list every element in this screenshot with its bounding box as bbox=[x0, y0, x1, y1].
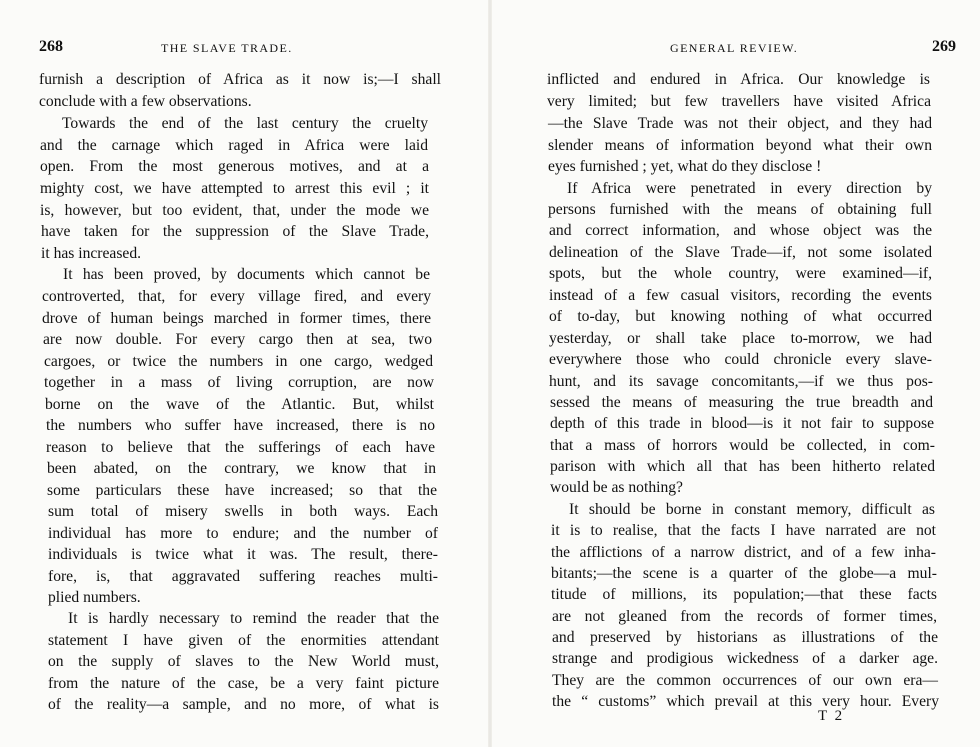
left-page-number: 268 bbox=[39, 38, 63, 55]
right-line: It should be borne in constant memory, difficult as bbox=[569, 501, 935, 518]
left-line: drove of human beings marched in former times, there bbox=[42, 310, 431, 327]
right-line: the “ customs” which prevail at this very hour. Every bbox=[552, 693, 939, 710]
right-line: parison with which all that has been hitherto related bbox=[550, 458, 935, 475]
right-line: very limited; but few travellers have visited Africa bbox=[547, 93, 931, 110]
right-line: would be as nothing? bbox=[550, 479, 683, 496]
left-line: is, however, but too evident, that, under the mode we bbox=[40, 202, 429, 219]
right-line: and correct information, and whose object was the bbox=[549, 222, 932, 239]
right-line: depth of this trade in blood—is it not fair to suppose bbox=[550, 415, 934, 432]
left-line: from the nature of the case, be a very faint picture bbox=[48, 675, 439, 692]
right-line: bitants;—the scene is a quarter of the globe—a mul- bbox=[551, 565, 937, 582]
left-line: individuals is twice what it was. The result, there- bbox=[48, 546, 438, 563]
right-line: it is to realise, that the facts I have narrated are not bbox=[551, 522, 936, 539]
right-line: everywhere those who could chronicle every slave- bbox=[549, 351, 932, 368]
right-line: eyes furnished ; yet, what do they disclose ! bbox=[548, 158, 822, 175]
right-line: that a mass of horrors would be collected, in com- bbox=[550, 437, 935, 454]
right-page-number: 269 bbox=[932, 38, 956, 55]
left-line: it has increased. bbox=[41, 245, 142, 262]
left-line: the numbers who suffer have increased, there is no bbox=[46, 417, 435, 434]
left-line: reason to believe that the sufferings of each have bbox=[46, 439, 435, 456]
left-line: of the reality—a sample, and no more, of what is bbox=[48, 696, 439, 713]
left-line: statement I have given of the enormities attendant bbox=[48, 632, 439, 649]
right-line: titude of millions, its population;—that these facts bbox=[551, 586, 937, 603]
left-line: open. From the most generous motives, and at a bbox=[40, 158, 429, 175]
right-line: hunt, and its savage concomitants,—if we thus pos- bbox=[549, 373, 933, 390]
left-line: together in a mass of living corruption, are now bbox=[44, 374, 434, 391]
left-line: borne on the wave of the Atlantic. But, whilst bbox=[45, 396, 434, 413]
left-line: and the carnage which raged in Africa were laid bbox=[40, 137, 428, 154]
right-page-header bbox=[550, 38, 956, 58]
right-page bbox=[490, 0, 980, 747]
left-line: It is hardly necessary to remind the reader that the bbox=[68, 610, 439, 627]
left-running-title: THE SLAVE TRADE. bbox=[161, 41, 293, 55]
right-line: of to-day, but knowing nothing of what occurred bbox=[549, 308, 932, 325]
right-line: delineation of the Slave Trade—if, not some isolated bbox=[549, 244, 932, 261]
left-line: conclude with a few observations. bbox=[39, 93, 252, 110]
left-line: on the supply of slaves to the New World must, bbox=[48, 653, 439, 670]
right-line: persons furnished with the means of obtaining full bbox=[548, 201, 932, 218]
right-line: the afflictions of a narrow district, and of a few inha- bbox=[551, 544, 936, 561]
right-line: strange and prodigious wickedness of a darker age. bbox=[552, 650, 938, 667]
right-line: inflicted and endured in Africa. Our knowledge is bbox=[547, 71, 930, 88]
right-line: If Africa were penetrated in every direction by bbox=[567, 180, 932, 197]
left-line: fore, is, that aggravated suffering reaches multi- bbox=[48, 568, 438, 585]
right-line: They are the common occurrences of our own era— bbox=[552, 672, 938, 689]
left-line: plied numbers. bbox=[48, 589, 141, 606]
left-line: sum total of misery swells in both ways. Each bbox=[48, 503, 438, 520]
left-line: are now double. For every cargo then at sea, two bbox=[43, 331, 432, 348]
left-line: been abated, on the contrary, we know that in bbox=[47, 460, 436, 477]
right-line: instead of a few casual visitors, recording the events bbox=[549, 287, 932, 304]
left-line: some particulars these have increased; so that the bbox=[47, 482, 437, 499]
left-line: individual has more to endure; and the number of bbox=[48, 525, 438, 542]
left-line: controverted, that, for every village fired, and every bbox=[42, 288, 431, 305]
left-line: Towards the end of the last century the cruelty bbox=[62, 115, 428, 132]
left-line: have taken for the suppression of the Slave Trade, bbox=[41, 223, 429, 240]
right-line: and preserved by historians as illustrations of the bbox=[552, 629, 938, 646]
right-line: are not gleaned from the records of former times, bbox=[552, 608, 937, 625]
right-line: sessed the means of measuring the true breadth and bbox=[550, 394, 933, 411]
left-line: mighty cost, we have attempted to arrest this evil ; it bbox=[40, 180, 429, 197]
signature-mark: T 2 bbox=[818, 708, 845, 724]
left-line: It has been proved, by documents which cannot be bbox=[63, 266, 430, 283]
right-line: —the Slave Trade was not their object, and they had bbox=[548, 115, 932, 132]
left-line: cargoes, or twice the numbers in one cargo, wedged bbox=[44, 353, 433, 370]
right-line: spots, but the whole country, were examined—if, bbox=[549, 265, 932, 282]
right-line: slender means of information beyond what their own bbox=[548, 137, 932, 154]
right-line: yesterday, or shall take place to-morrow, we had bbox=[549, 330, 932, 347]
left-line: furnish a description of Africa as it now is;—I shall bbox=[39, 71, 441, 88]
right-running-title: GENERAL REVIEW. bbox=[670, 41, 799, 55]
left-page-header bbox=[39, 38, 439, 58]
